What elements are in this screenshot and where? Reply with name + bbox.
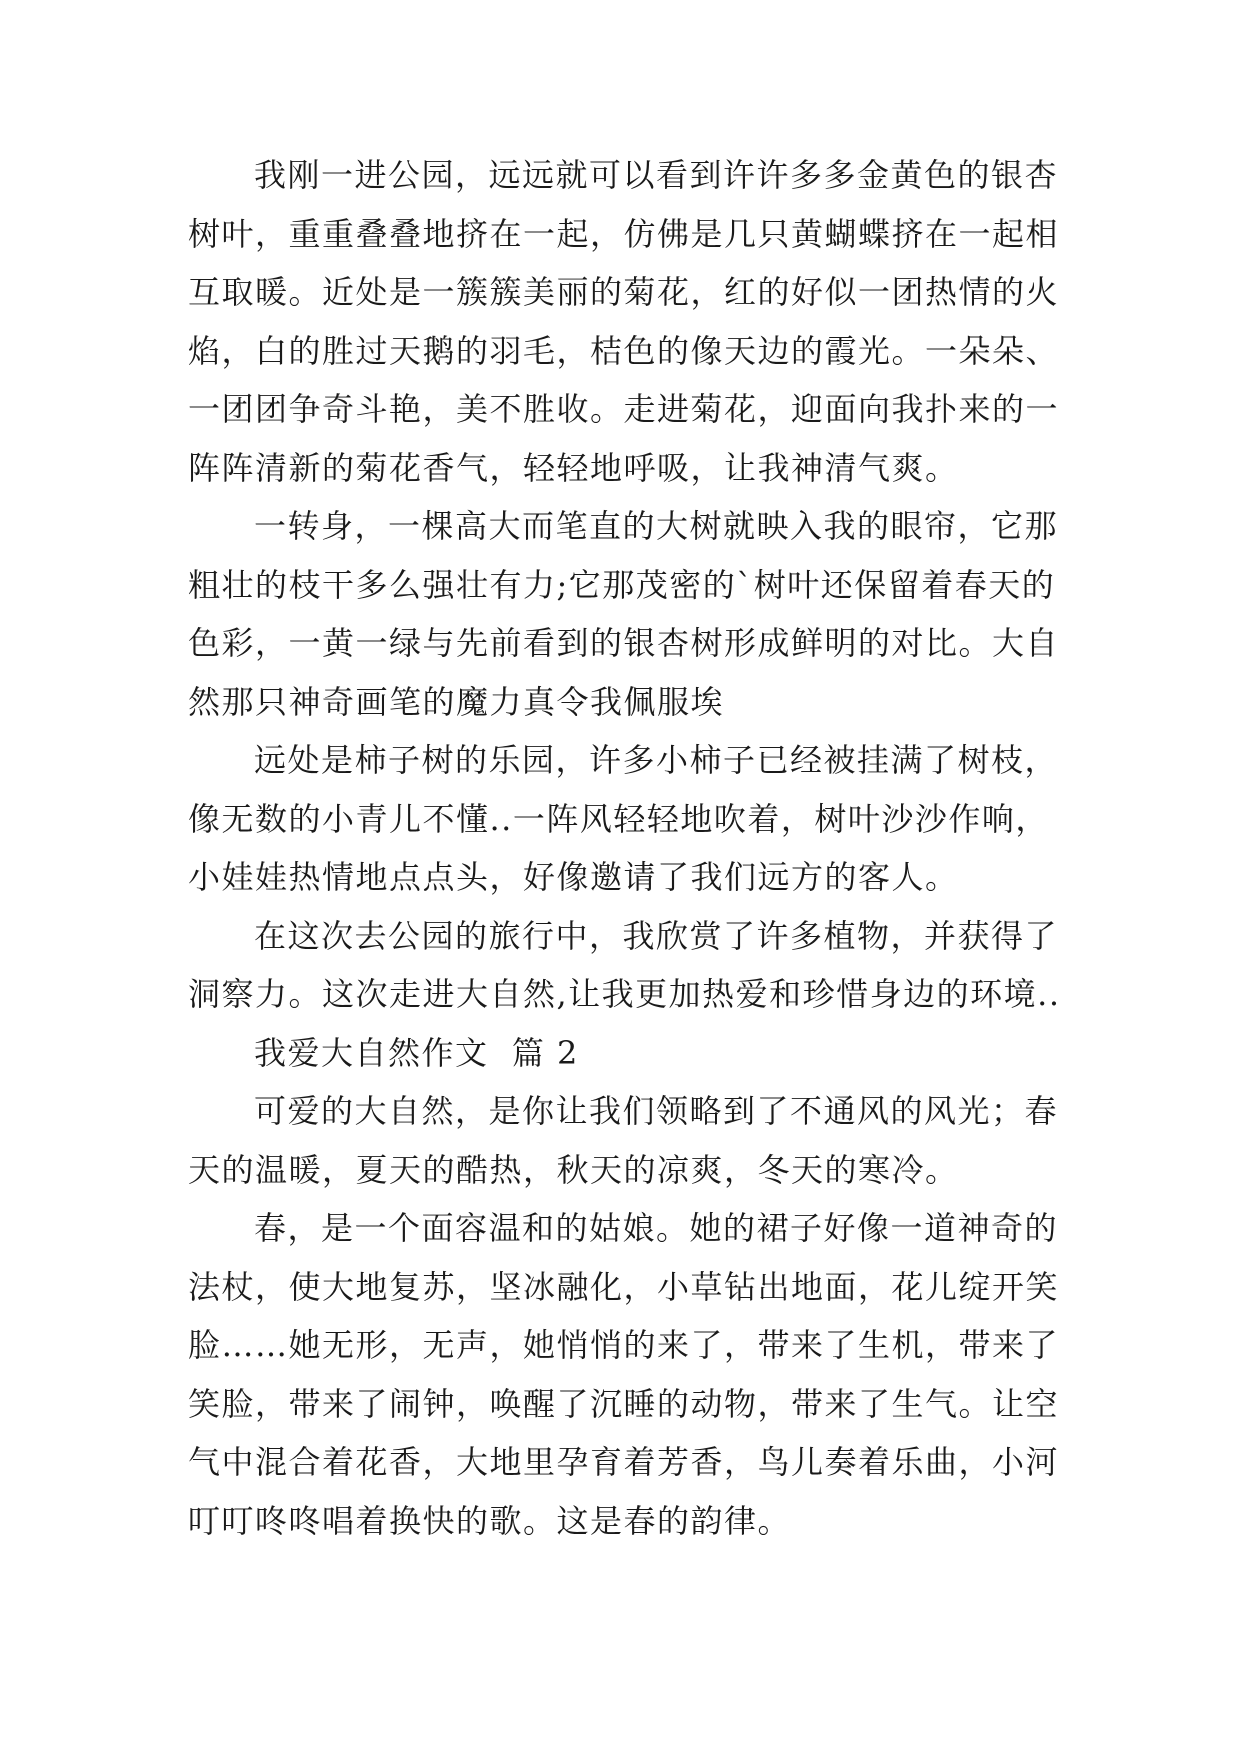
text-line: 在这次去公园的旅行中，我欣赏了许多植物，并获得了 <box>254 916 1059 955</box>
text-line: 像无数的小青儿不懂..一阵风轻轻地吹着，树叶沙沙作响， <box>188 799 1049 838</box>
paragraph <box>188 146 1068 497</box>
heading-line: 我爱大自然作文 篇 2 <box>254 1033 579 1072</box>
text-line: 春，是一个面容温和的姑娘。她的裙子好像一道神奇的 <box>254 1209 1059 1247</box>
text-line: 远处是柿子树的乐园，许多小柿子已经被挂满了树枝， <box>254 741 1059 779</box>
text-line: 粗壮的枝干多么强壮有力;它那茂密的`树叶还保留着春天的 <box>188 565 1056 604</box>
text-line: 法杖，使大地复苏，坚冰融化，小草钻出地面，花儿绽开笑 <box>188 1267 1060 1306</box>
paragraph <box>188 1199 1068 1550</box>
paragraph <box>188 731 1068 907</box>
text-line: 天的温暖，夏天的酷热，秋天的凉爽，冬天的寒冷。 <box>188 1150 959 1189</box>
text-line: 一转身，一棵高大而笔直的大树就映入我的眼帘，它那 <box>254 507 1059 545</box>
text-line: 一团团争奇斗艳，美不胜收。走进菊花，迎面向我扑来的一 <box>188 390 1060 428</box>
text-line: 脸……她无形，无声，她悄悄的来了，带来了生机，带来了 <box>188 1326 1060 1364</box>
paragraph <box>188 907 1068 1024</box>
text-line: 洞察力。这次走进大自然,让我更加热爱和珍惜身边的环境.. <box>188 975 1061 1013</box>
document-body <box>188 146 1068 1550</box>
text-line: 色彩，一黄一绿与先前看到的银杏树形成鲜明的对比。大自 <box>188 624 1060 662</box>
text-line: 焰，白的胜过天鹅的羽毛，桔色的像天边的霞光。一朵朵、 <box>188 331 1060 370</box>
section-heading <box>188 1024 1068 1083</box>
text-line: 互取暖。近处是一簇簇美丽的菊花，红的好似一团热情的火 <box>188 273 1060 311</box>
text-line: 气中混合着花香，大地里孕育着芳香，鸟儿奏着乐曲，小河 <box>188 1443 1060 1481</box>
text-line: 树叶，重重叠叠地挤在一起，仿佛是几只黄蝴蝶挤在一起相 <box>188 214 1060 253</box>
text-line: 然那只神奇画笔的魔力真令我佩服埃 <box>188 682 725 721</box>
text-line: 叮叮咚咚唱着换快的歌。这是春的韵律。 <box>188 1501 792 1540</box>
paragraph <box>188 497 1068 731</box>
text-line: 笑脸，带来了闹钟，唤醒了沉睡的动物，带来了生气。让空 <box>188 1384 1060 1423</box>
text-line: 小娃娃热情地点点头，好像邀请了我们远方的客人。 <box>188 858 959 896</box>
text-line: 可爱的大自然，是你让我们领略到了不通风的风光；春 <box>254 1092 1059 1130</box>
text-line: 我刚一进公园，远远就可以看到许许多多金黄色的银杏 <box>254 156 1059 194</box>
text-line: 阵阵清新的菊花香气，轻轻地呼吸，让我神清气爽。 <box>188 448 959 487</box>
paragraph <box>188 1082 1068 1199</box>
